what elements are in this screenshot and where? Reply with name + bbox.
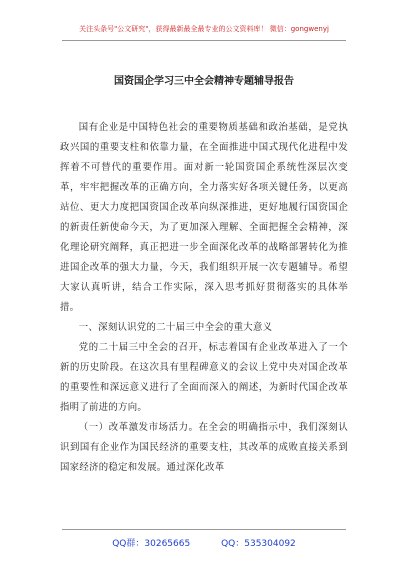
subsection-paragraph: （一）改革激发市场活力。在全会的明确指示中，我们深刻认识到国有企业作为国民经济的重要支柱，其改革的成败直接关系到国家经济的稳定和发展。通过深化改革 — [60, 422, 348, 473]
footer-divider — [62, 529, 346, 530]
document-title: 国资国企学习三中全会精神专题辅导报告 — [114, 76, 294, 87]
document-body — [60, 118, 348, 478]
page-header: 关注头条号"公文研究"，获得最新最全最专业的公文资料库！ 微信：gongwenyj — [79, 25, 329, 33]
header-divider — [62, 40, 346, 41]
section-heading: 一、深刻认识党的二十届三中全会的重大意义 — [78, 322, 273, 333]
qq-contact-link[interactable]: QQ：535304092 — [221, 539, 296, 549]
section-paragraph: 党的二十届三中全会的召开，标志着国有企业改革进入了一个新的历史阶段。在这次具有里程碑意义的会议上党中央对国企改革的重要性和深远意义进行了全面而深入的阐述，为新时代国企改革指明了前进的方向。 — [60, 342, 348, 413]
qq-group-link[interactable]: QQ群：30265665 — [112, 539, 191, 549]
intro-paragraph: 国有企业是中国特色社会的重要物质基础和政治基础，是党执政兴国的重要支柱和依靠力量，在全面推进中国式现代化进程中发挥着不可替代的重要作用。面对新一轮国资国企系统性深层次变革，牢牢把握改革的正确方向，全力落实好各项关键任务，以更高站位、更大力度把国资国企改革向纵深推进，更好地履行国资国企的新责任新使命今天，为了更加深入理解、全面把握全会精神，深化理论研究阐释，真正把进一步全面深化改革的战略部署转化为推进国企改革的强大力量，今天，我们组织开展一次专题辅导。希望大家认真听讲，结合工作实际，深入思考抓好贯彻落实的具体举措。 — [60, 122, 348, 313]
page-footer — [0, 536, 408, 549]
